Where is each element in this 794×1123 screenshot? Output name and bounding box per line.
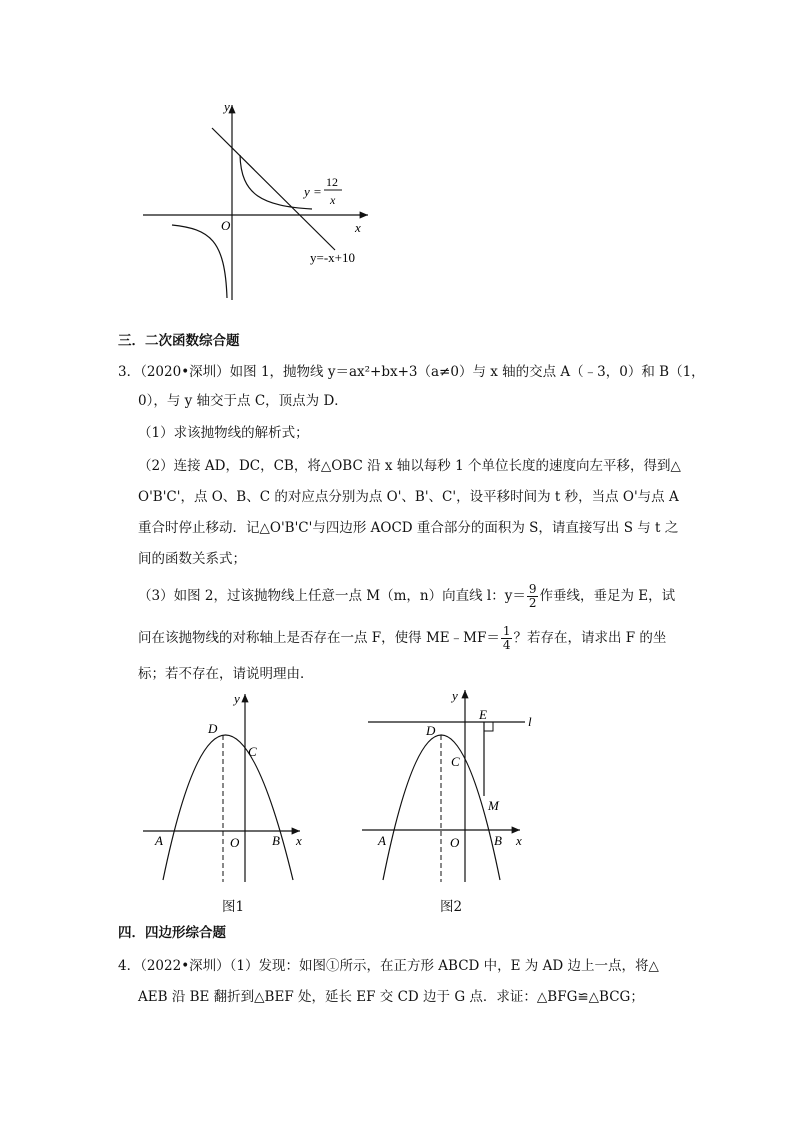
- x-label: x: [296, 833, 302, 848]
- hyperbola-lhs: y =: [304, 184, 322, 199]
- point-D: D: [426, 723, 436, 738]
- point-A: A: [155, 833, 163, 848]
- graph-hyperbola-line: [130, 95, 390, 310]
- point-O: O: [230, 835, 240, 850]
- problem-3-part-2-line-3: 重合时停止移动．记△O'B'C'与四边形 AOCD 重合部分的面积为 S，请直接写出 S 与 t 之: [138, 520, 679, 536]
- point-C: C: [248, 744, 257, 759]
- problem-4-line-2: AEB 沿 BE 翻折到△BEF 处，延长 EF 交 CD 边于 G 点．求证：△BFG≌△BCG；: [138, 989, 644, 1005]
- point-B: B: [494, 833, 502, 848]
- hyperbola-branch-2: [172, 225, 227, 298]
- section-4-heading: 四．四边形综合题: [118, 925, 226, 941]
- problem-3-line-2: 0），与 y 轴交于点 C，顶点为 D．: [138, 393, 348, 409]
- problem-3-part-3-line-3: 标；若不存在，请说明理由．: [138, 666, 314, 682]
- figure-1-parabola: [135, 685, 315, 900]
- problem-3-part-3-line-1: （3）如图 2，过该抛物线上任意一点 M（m，n）向直线 l：y＝ $\frac{9}{2}$ 作垂线，垂足为 E，试: [138, 582, 676, 610]
- point-D: D: [208, 721, 218, 736]
- problem-3-part-2-line-4: 间的函数关系式；: [138, 551, 246, 567]
- line-l-label: l: [528, 714, 532, 729]
- parabola: [163, 735, 293, 880]
- figure-2-parabola: [355, 683, 540, 900]
- right-angle-mark: [484, 722, 493, 731]
- point-M: M: [488, 798, 499, 813]
- hyperbola-den: x: [330, 193, 336, 207]
- fraction-1-over-4: $\frac{1}{4}$: [502, 624, 511, 652]
- point-E: E: [479, 707, 487, 722]
- x-axis-label: x: [355, 220, 361, 235]
- problem-4-line-1: 4．（2022•深圳）（1）发现：如图①所示，在正方形 ABCD 中，E 为 AD 边上一点，将△: [118, 958, 659, 974]
- point-B: B: [272, 833, 280, 848]
- problem-3-line-1: 3．（2020•深圳）如图 1，抛物线 y＝ax²+bx+3（a≠0）与 x 轴的交点 A（﹣3，0）和 B（1，: [118, 364, 705, 380]
- y-axis-label: y: [224, 99, 230, 114]
- line-label: y=-x+10: [310, 250, 355, 265]
- section-3-heading: 三．二次函数综合题: [118, 333, 240, 349]
- problem-3-part-2-line-2: O'B'C'，点 O、B、C 的对应点分别为点 O'、B'、C'，设平移时间为 t 秒，当点 O'与点 A: [138, 489, 679, 505]
- x-label: x: [516, 833, 522, 848]
- y-label: y: [234, 691, 240, 706]
- point-O: O: [450, 835, 460, 850]
- figure-2-caption: 图2: [440, 899, 463, 915]
- hyperbola-num: 12: [326, 175, 338, 189]
- hyperbola-branch-1: [240, 155, 312, 209]
- point-C: C: [451, 754, 460, 769]
- problem-3-part-1: （1）求该抛物线的解析式；: [138, 425, 309, 441]
- problem-3-part-2-line-1: （2）连接 AD，DC，CB，将△OBC 沿 x 轴以每秒 1 个单位长度的速度向左平移，得到△: [138, 458, 681, 474]
- figure-1-caption: 图1: [222, 899, 245, 915]
- fraction-9-over-2: $\frac{9}{2}$: [528, 582, 537, 610]
- origin-label: O: [221, 218, 231, 233]
- problem-3-part-3-line-2: 问在该抛物线的对称轴上是否存在一点 F，使得 ME﹣MF＝ $\frac{1}{4}$ ？若存在，请求出 F 的坐: [138, 624, 667, 652]
- point-A: A: [378, 833, 386, 848]
- y-label: y: [452, 688, 458, 703]
